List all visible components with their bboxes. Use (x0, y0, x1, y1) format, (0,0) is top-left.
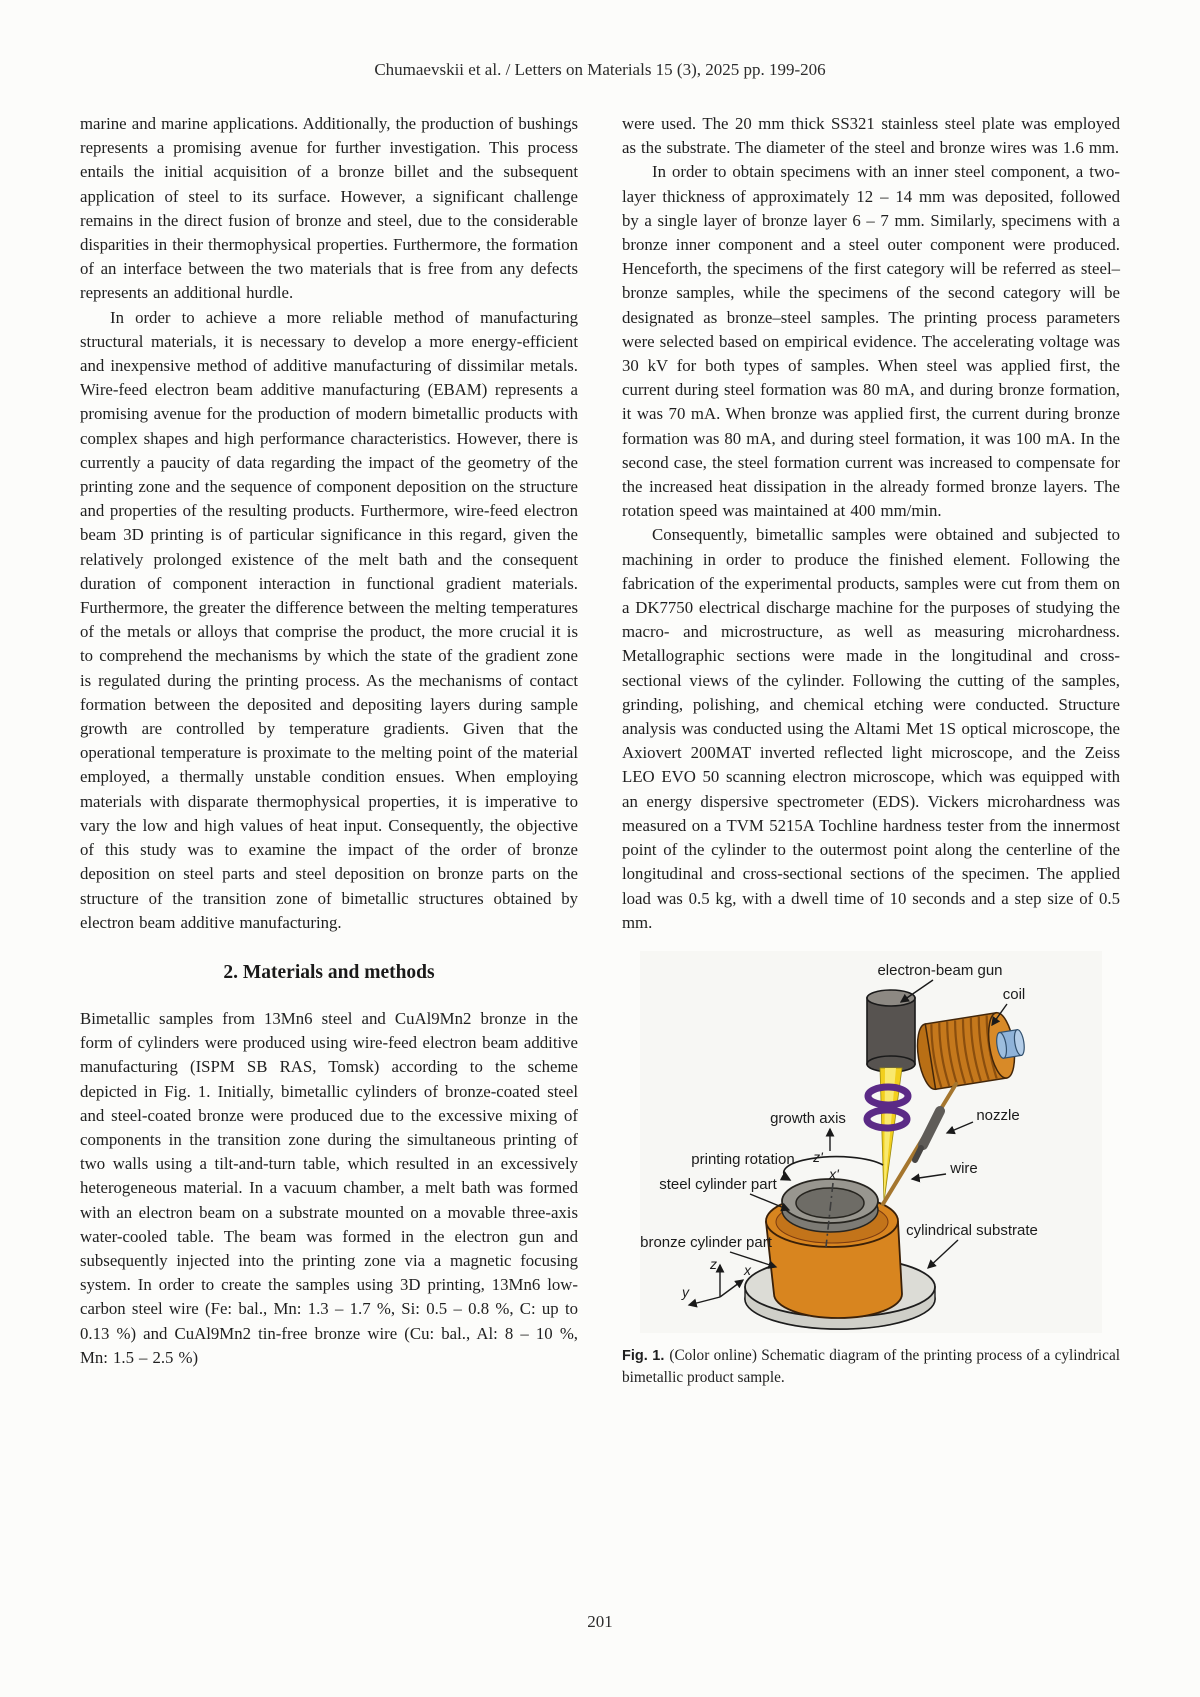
cylindrical-substrate-label: cylindrical substrate (906, 1221, 1038, 1239)
steel-cylinder-part-label: steel cylinder part (659, 1175, 777, 1193)
nozzle-leader-arrow (947, 1122, 973, 1133)
nozzle-shape (923, 1111, 940, 1145)
x-prime-label: x' (829, 1165, 839, 1182)
two-column-body (80, 112, 1120, 1388)
figure-caption (622, 1345, 1120, 1388)
figure-1 (622, 951, 1120, 1388)
growth-axis-label: growth axis (770, 1109, 846, 1127)
page-number: 201 (587, 1612, 613, 1631)
paragraph: In order to achieve a more reliable method of manufacturing structural materials, it is necessary to develop a more energy-efficient and inexpensive method of additive manufacturing of dissimilar metals. Wire-feed electron beam additive manufacturing (EBAM) represents a promising avenue for the production of modern bimetallic products with complex shapes and high performance characteristics. However, there is currently a paucity of data regarding the impact of the geometry of the printing zone and the sequence of component deposition on the structure and properties of the resulting products. Furthermore, wire-feed electron beam 3D printing is of particular significance in this regard, given the relatively prolonged existence of the melt bath and the consequent duration of component interaction in functional gradient materials. Furthermore, the greater the difference between the melting temperatures of the metals or alloys that comprise the product, the more crucial it is to comprehend the mechanisms by which the state of the gradient zone is regulated during the printing process. As the mechanisms of contact formation between the deposited and depositing layers during sample growth are controlled by temperature gradients. Given that the operational temperature is proximate to the melting point of the material employed, a thermally unstable condition ensues. When employing materials with disparate thermophysical properties, it is imperative to vary the low and high values of heat input. Consequently, the objective of this study was to examine the impact of the order of bronze deposition on steel parts and steel deposition on bronze parts on the structure of the transition zone of bimetallic structures obtained by electron beam additive manufacturing. (80, 307, 578, 932)
nozzle-label: nozzle (976, 1106, 1020, 1124)
figure-caption-text: (Color online) Schematic diagram of the printing process of a cylindrical bimetallic product sample. (622, 1346, 1120, 1386)
printing-rotation-label: printing rotation (691, 1150, 795, 1168)
coil-shape (913, 1009, 1029, 1091)
electron-beam-gun-label: electron-beam gun (877, 961, 1003, 979)
axis-z-label: z (710, 1255, 717, 1272)
figure-1-schematic (640, 951, 1102, 1333)
paragraph: Consequently, bimetallic samples were obtained and subjected to machining in order to produce the finished element. Following the fabrication of the experimental products, samples were cut from them on a DK7750 electrical discharge machine for the purposes of studying the macro- and microstructure, as well as measuring microhardness. Metallographic sections were made in the longitudinal and cross-sectional views of the cylinder. Following the cutting of the samples, grinding, polishing, and chemical etching were conducted. Structure analysis was conducted using the Altami Met 1S optical microscope, the Axiovert 200MAT inverted reflected light microscope, and the Zeiss LEO EVO 50 scanning electron microscope, which was equipped with an energy dispersive spectrometer (EDS). Vickers microhardness was measured on a TVM 5215A Tochline hardness tester from the innermost point of the cylinder to the outermost point along the centerline of the longitudinal and cross-sectional sections of the specimen. The applied load was 0.5 kg, with a dwell time of 10 seconds and a step size of 0.5 mm. (622, 525, 1120, 932)
right-column (622, 112, 1120, 1388)
substrate-leader-arrow (928, 1240, 958, 1268)
paragraph: In order to obtain specimens with an inner steel component, a two-layer thickness of approximately 12 – 14 mm was deposited, followed by a single layer of bronze layer 6 – 7 mm. Similarly, specimens with a bronze inner component and a steel outer component were produced. Henceforth, the specimens of the first category will be referred as steel–bronze samples, while the specimens of the second category will be designated as bronze–steel samples. The printing process parameters were selected based on empirical evidence. The accelerating voltage was 30 kV for both types of samples. When steel was applied first, the current during steel formation was 80 mA, and during bronze formation, it was 70 mA. When bronze was applied first, the current during bronze formation was 80 mA, and during steel formation, it was 100 mA. In the second case, the steel formation current was increased to compensate for the increased heat dissipation in the already formed bronze layers. The rotation speed was maintained at 400 mm/min. (622, 162, 1120, 521)
bronze-cylinder-part-label: bronze cylinder part (640, 1233, 772, 1251)
axis-y-label: y (682, 1283, 689, 1300)
wire-leader-arrow (912, 1174, 946, 1179)
electron-beam-gun-shape (867, 990, 915, 1072)
running-head: Chumaevskii et al. / Letters on Materials 15 (3), 2025 pp. 199-206 (374, 60, 826, 79)
axis-x-label: x (744, 1261, 751, 1278)
paragraph: marine and marine applications. Additionally, the production of bushings represents a promising avenue for further investigation. This process entails the initial acquisition of a bronze billet and the subsequent application of steel to its surface. However, a significant challenge remains in the direct fusion of bronze and steel, due to the considerable disparities in their thermophysical properties. Furthermore, the formation of an interface between the two materials that is free from any defects represents an additional hurdle. (80, 114, 578, 303)
figure-caption-label: Fig. 1. (622, 1347, 665, 1364)
paragraph: were used. The 20 mm thick SS321 stainless steel plate was employed as the substrate. The diameter of the steel and bronze wires was 1.6 mm. (622, 114, 1120, 158)
left-column (80, 112, 578, 1388)
paragraph: Bimetallic samples from 13Mn6 steel and CuAl9Mn2 bronze in the form of cylinders were produced using wire-feed electron beam additive manufacturing (ISPM SB RAS, Tomsk) according to the scheme depicted in Fig. 1. Initially, bimetallic cylinders of bronze-coated steel and steel-coated bronze were produced due to the excessive mixing of components in the transition zone during the simultaneous printing of two walls using a tilt-and-turn table, which resulted in an excessively heterogeneous material. In a vacuum chamber, a melt bath was formed with an electron beam on a substrate mounted on a movable three-axis water-cooled table. The beam was formed in the electron gun and subsequently injected into the printing zone via a magnetic focusing system. In order to create the samples using 3D printing, 13Mn6 low-carbon steel wire (Fe: bal., Mn: 1.3 – 1.7 %, Si: 0.5 – 0.8 %, C: up to 0.13 %) and CuAl9Mn2 tin-free bronze wire (Cu: bal., Al: 8 – 10 %, Mn: 1.5 – 2.5 %) (80, 1008, 578, 1367)
coordinate-axes (681, 1256, 752, 1305)
z-prime-label: z' (813, 1148, 823, 1165)
section-heading: 2. Materials and methods (223, 961, 435, 983)
wire-label: wire (950, 1159, 978, 1177)
coil-label: coil (1002, 985, 1026, 1003)
